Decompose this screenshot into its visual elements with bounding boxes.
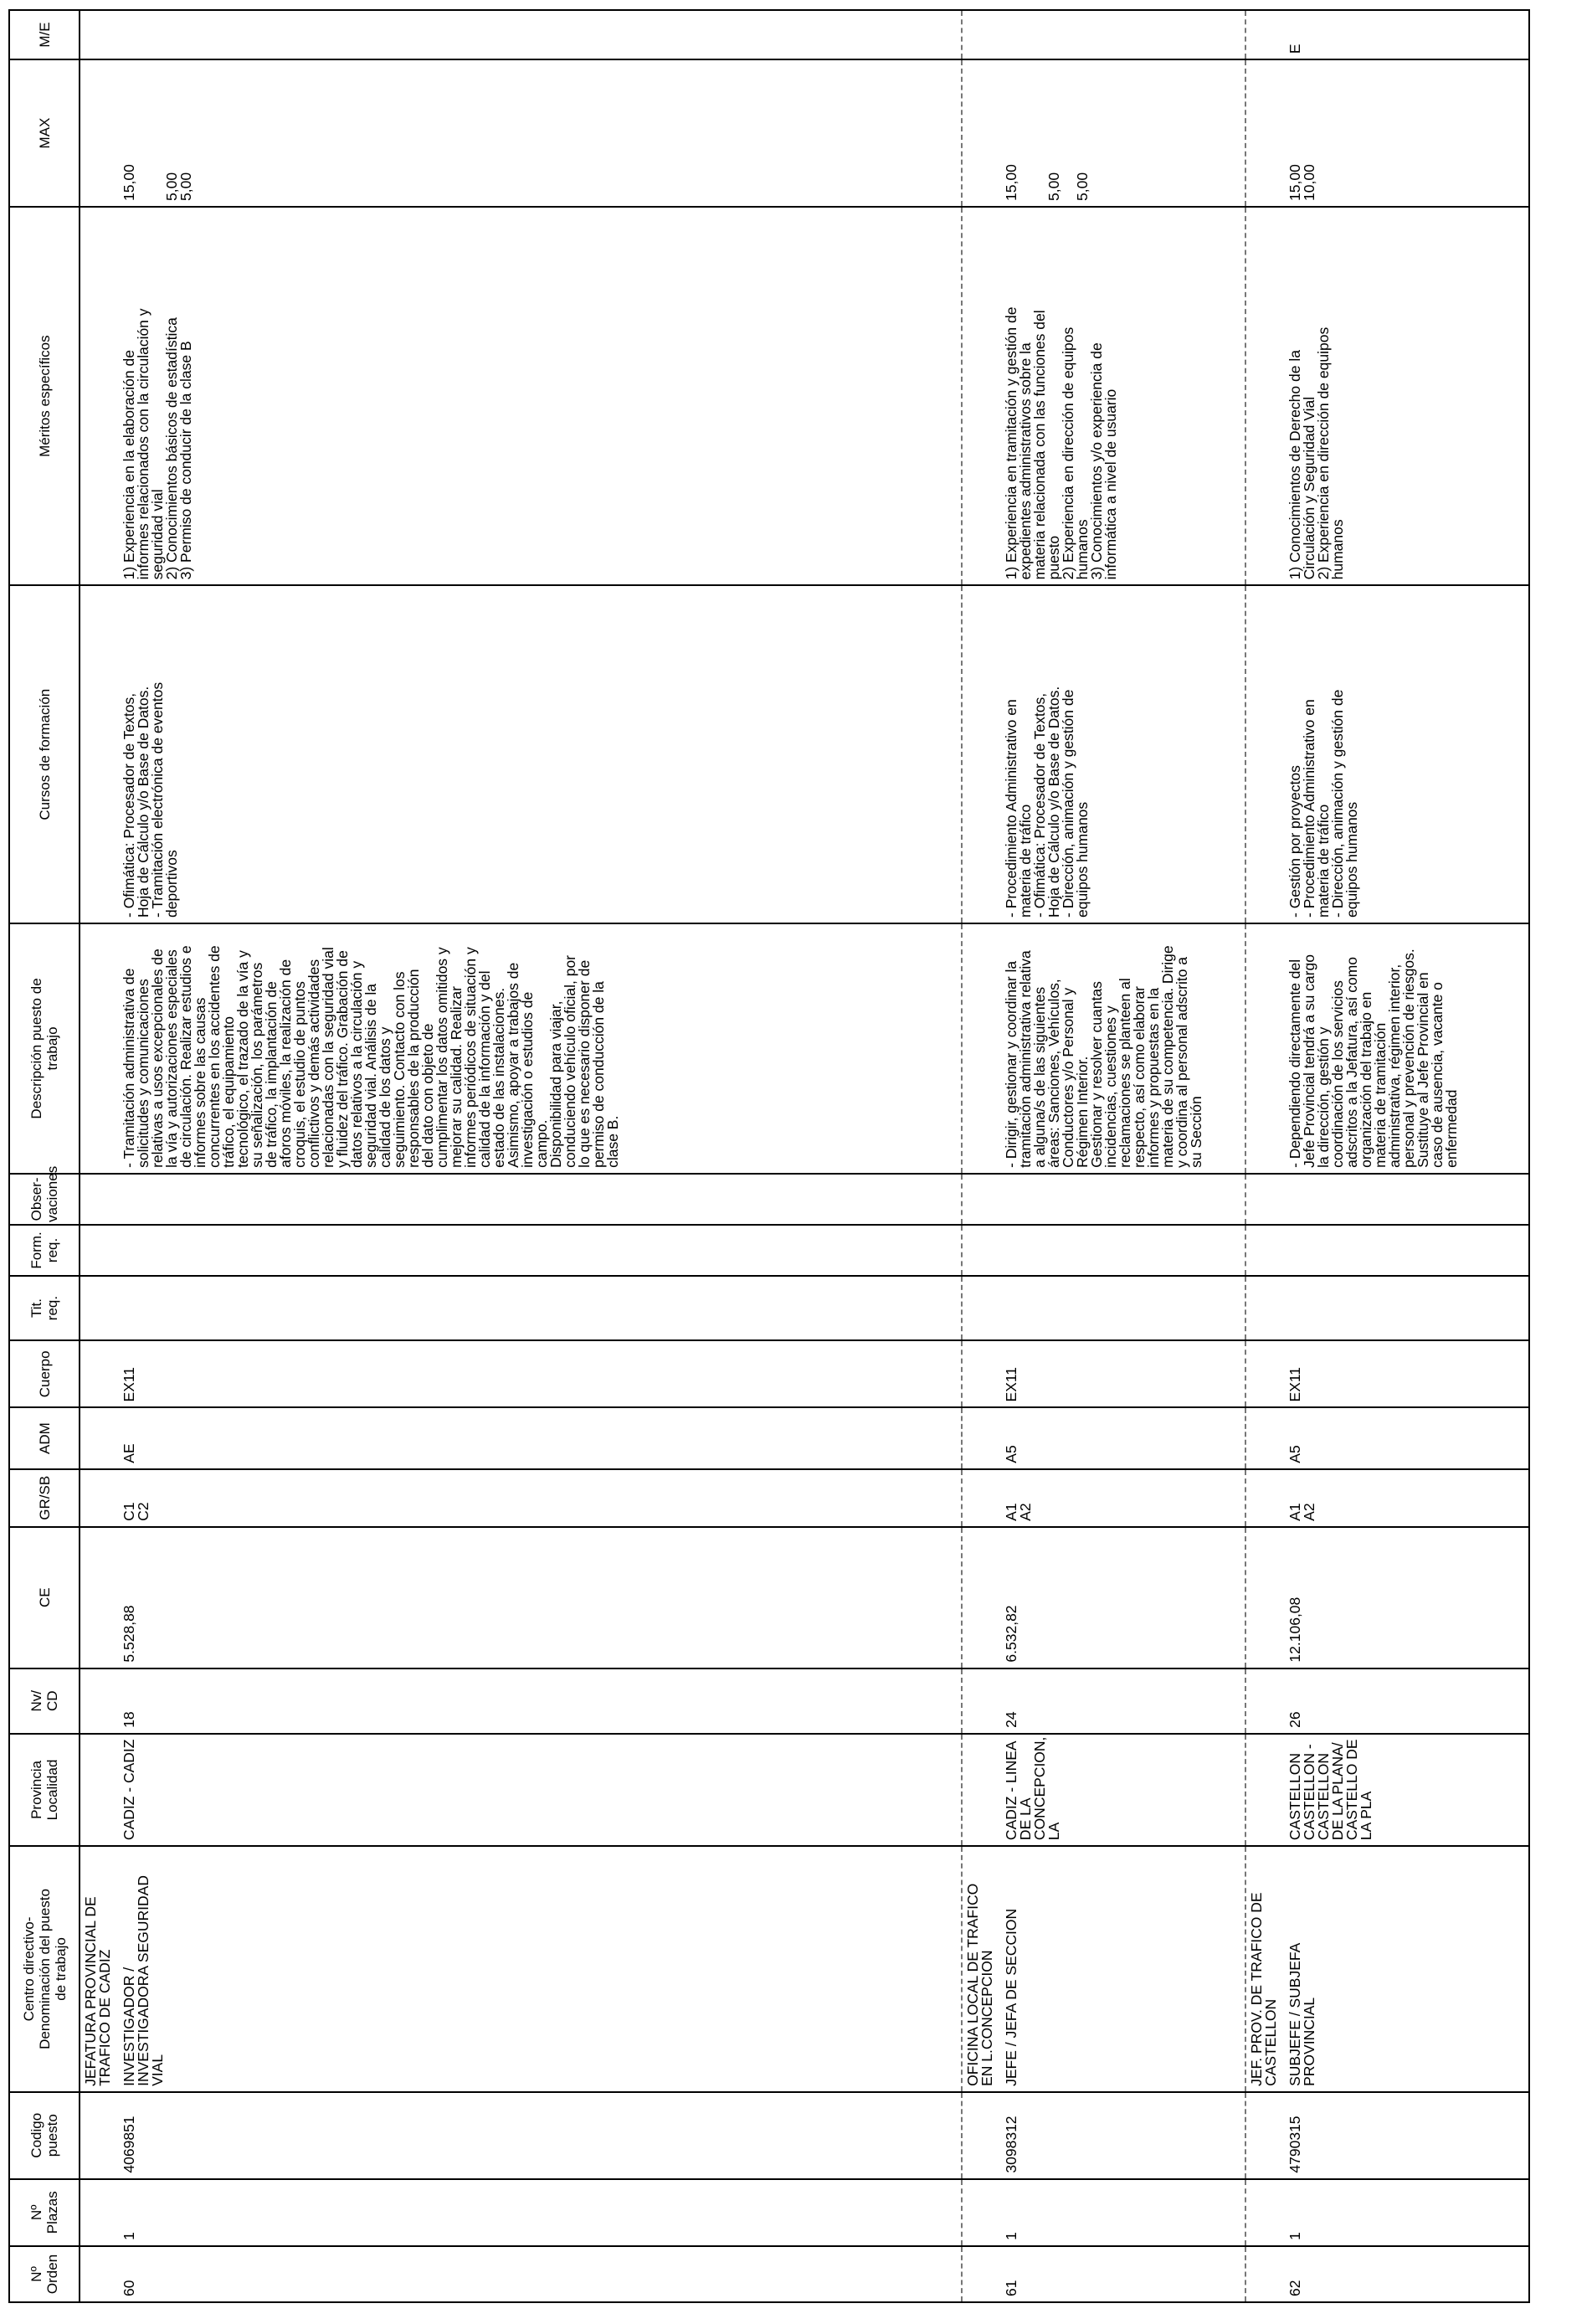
cell-codigo: 3098312 <box>994 2092 1245 2179</box>
cell-codigo: 4069851 <box>112 2092 962 2179</box>
cell-cuerpo: EX11 <box>1278 1340 1529 1407</box>
job-positions-table <box>8 9 1530 2303</box>
cell-meritos: 1) Experiencia en la elaboración de informes relacionados con la circulación y seguridad vial 2) Conocimientos básicos de estadística 3) Permiso de conducir de la clase B <box>112 207 962 585</box>
org-name: JEF. PROV. DE TRAFICO DE CASTELLON <box>1245 1846 1278 2092</box>
table-row <box>112 10 962 2302</box>
col-header-obs: Obser- vaciones <box>9 1174 80 1225</box>
cell-nivel: 26 <box>1278 1668 1529 1734</box>
cell-cursos: - Procedimiento Administrativo en materia de tráfico - Ofimática: Procesador de Textos, Hoja de Cálculo y/o Base de Datos. - Dirección, animación y gestión de equipos humanos <box>994 585 1245 923</box>
cell-me <box>112 10 962 59</box>
cell-max: 15,00 5,00 5,00 <box>112 59 962 207</box>
cell-form <box>1278 1225 1529 1276</box>
org-name: JEFATURA PROVINCIAL DE TRAFICO DE CADIZ <box>80 1846 112 2092</box>
cell-me: E <box>1278 10 1529 59</box>
org-row <box>962 10 994 2302</box>
cell-orden: 60 <box>112 2246 962 2302</box>
cell-provincia: CASTELLON CASTELLON - CASTELLON DE LA PLANA/ CASTELLO DE LA PLA <box>1278 1734 1529 1846</box>
cell-me <box>994 10 1245 59</box>
cell-plazas: 1 <box>994 2179 1245 2246</box>
cell-orden: 61 <box>994 2246 1245 2302</box>
org-row <box>1245 10 1278 2302</box>
col-header-orden: Nº Orden <box>9 2246 80 2302</box>
col-header-form: Form. req. <box>9 1225 80 1276</box>
cell-denominacion: INVESTIGADOR / INVESTIGADORA SEGURIDAD VIAL <box>112 1846 962 2092</box>
cell-adm: A5 <box>994 1407 1245 1468</box>
cell-denominacion: SUBJEFE / SUBJEFA PROVINCIAL <box>1278 1846 1529 2092</box>
cell-nivel: 24 <box>994 1668 1245 1734</box>
cell-denominacion: JEFE / JEFA DE SECCION <box>994 1846 1245 2092</box>
col-header-ce: CE <box>9 1527 80 1668</box>
cell-grsb: C1 C2 <box>112 1469 962 1527</box>
col-header-provincia: Provincia Localidad <box>9 1734 80 1846</box>
col-header-codigo: Codigo puesto <box>9 2092 80 2179</box>
cell-form <box>994 1225 1245 1276</box>
table-row <box>1278 10 1529 2302</box>
cell-cursos: - Ofimática: Procesador de Textos, Hoja de Cálculo y/o Base de Datos. - Tramitación electrónica de eventos deportivos <box>112 585 962 923</box>
org-name: OFICINA LOCAL DE TRAFICO EN L.CONCEPCION <box>962 1846 994 2092</box>
cell-cursos: - Gestión por proyectos - Procedimiento Administrativo en materia de tráfico - Dirección, animación y gestión de equipos humanos <box>1278 585 1529 923</box>
col-header-max: MAX <box>9 59 80 207</box>
col-header-adm: ADM <box>9 1407 80 1468</box>
cell-grsb: A1 A2 <box>1278 1469 1529 1527</box>
cell-provincia: CADIZ - CADIZ <box>112 1734 962 1846</box>
cell-obs <box>994 1174 1245 1225</box>
cell-cuerpo: EX11 <box>994 1340 1245 1407</box>
cell-form <box>112 1225 962 1276</box>
cell-provincia: CADIZ - LINEA DE LA CONCEPCION, LA <box>994 1734 1245 1846</box>
col-header-me: M/E <box>9 10 80 59</box>
col-header-centro: Centro directivo- Denominación del puesto de trabajo <box>9 1846 80 2092</box>
header-row <box>9 10 80 2302</box>
cell-ce: 12.106,08 <box>1278 1527 1529 1668</box>
cell-descripcion: - Dependiendo directamente del Jefe Provincial tendrá a su cargo la dirección, gestión y coordinación de los servicios adscritos a la Jefatura, así como organización del trabajo en materia de tramitación administrativa, régimen interior, personal y prevención de riesgos. Sustituye al Jefe Provincial en caso de ausencia, vacante o enfermedad <box>1278 923 1529 1174</box>
cell-adm: AE <box>112 1407 962 1468</box>
cell-ce: 5.528,88 <box>112 1527 962 1668</box>
cell-tit <box>994 1276 1245 1340</box>
cell-codigo: 4790315 <box>1278 2092 1529 2179</box>
cell-plazas: 1 <box>112 2179 962 2246</box>
col-header-descripcion: Descripción puesto de trabajo <box>9 923 80 1174</box>
cell-descripcion: - Tramitación administrativa de solicitudes y comunicaciones relativas a usos excepcionales de la vía y autorizaciones especiales de circulación. Realizar estudios e informes sobre las causas concurrentes en los accidentes de tráfico, el equipamiento tecnológico, el trazado de la vía y su señalización, los parámetros de tráfico, la implantación de aforos móviles, la realización de croquis, el estudio de puntos conflictivos y demás actividades relacionadas con la seguridad vial y fluidez del tráfico. Grabación de datos relativos a la circulación y seguridad vial. Análisis de la calidad de los datos y seguimiento. Contacto con los responsables de la producción del dato con objeto de cumplimentar los datos omitidos y mejorar su calidad. Realizar informes periódicos de situación y calidad de la información y del estado de las instalaciones. Asimismo, apoyar a trabajos de investigación o estudios de campo. Disponibilidad para viajar, conduciendo vehículo oficial, por lo que es necesario disponer de permiso de conducción de la clase B. <box>112 923 962 1174</box>
col-header-cursos: Cursos de formación <box>9 585 80 923</box>
col-header-tit: Tit. req. <box>9 1276 80 1340</box>
cell-grsb: A1 A2 <box>994 1469 1245 1527</box>
cell-ce: 6.532,82 <box>994 1527 1245 1668</box>
cell-meritos: 1) Conocimientos de Derecho de la Circulación y Seguridad Vial 2) Experiencia en dirección de equipos humanos <box>1278 207 1529 585</box>
cell-obs <box>112 1174 962 1225</box>
col-header-plazas: Nº Plazas <box>9 2179 80 2246</box>
col-header-meritos: Méritos específicos <box>9 207 80 585</box>
cell-max: 15,00 10,00 <box>1278 59 1529 207</box>
cell-max: 15,00 5,00 5,00 <box>994 59 1245 207</box>
cell-obs <box>1278 1174 1529 1225</box>
cell-tit <box>112 1276 962 1340</box>
col-header-grsb: GR/SB <box>9 1469 80 1527</box>
cell-tit <box>1278 1276 1529 1340</box>
col-header-nivel: Nv/ CD <box>9 1668 80 1734</box>
cell-meritos: 1) Experiencia en tramitación y gestión de expedientes administrativos sobre la materia relacionada con las funciones del puesto 2) Experiencia en dirección de equipos humanos 3) Conocimientos y/o experiencia de informática a nivel de usuario <box>994 207 1245 585</box>
cell-nivel: 18 <box>112 1668 962 1734</box>
cell-descripcion: - Dirigir, gestionar y coordinar la tramitación administrativa relativa a alguna/s de las siguientes áreas: Sanciones, Vehículos, Conductores y/o Personal y Régimen Interior. Gestionar y resolver cuantas incidencias, cuestiones y reclamaciones se planteen al respecto, así como elaborar informes y propuestas en la materia de su competencia. Dirige y coordina al personal adscrito a su Sección <box>994 923 1245 1174</box>
cell-cuerpo: EX11 <box>112 1340 962 1407</box>
table-row <box>994 10 1245 2302</box>
cell-plazas: 1 <box>1278 2179 1529 2246</box>
col-header-cuerpo: Cuerpo <box>9 1340 80 1407</box>
org-row <box>80 10 112 2302</box>
cell-adm: A5 <box>1278 1407 1529 1468</box>
cell-orden: 62 <box>1278 2246 1529 2302</box>
